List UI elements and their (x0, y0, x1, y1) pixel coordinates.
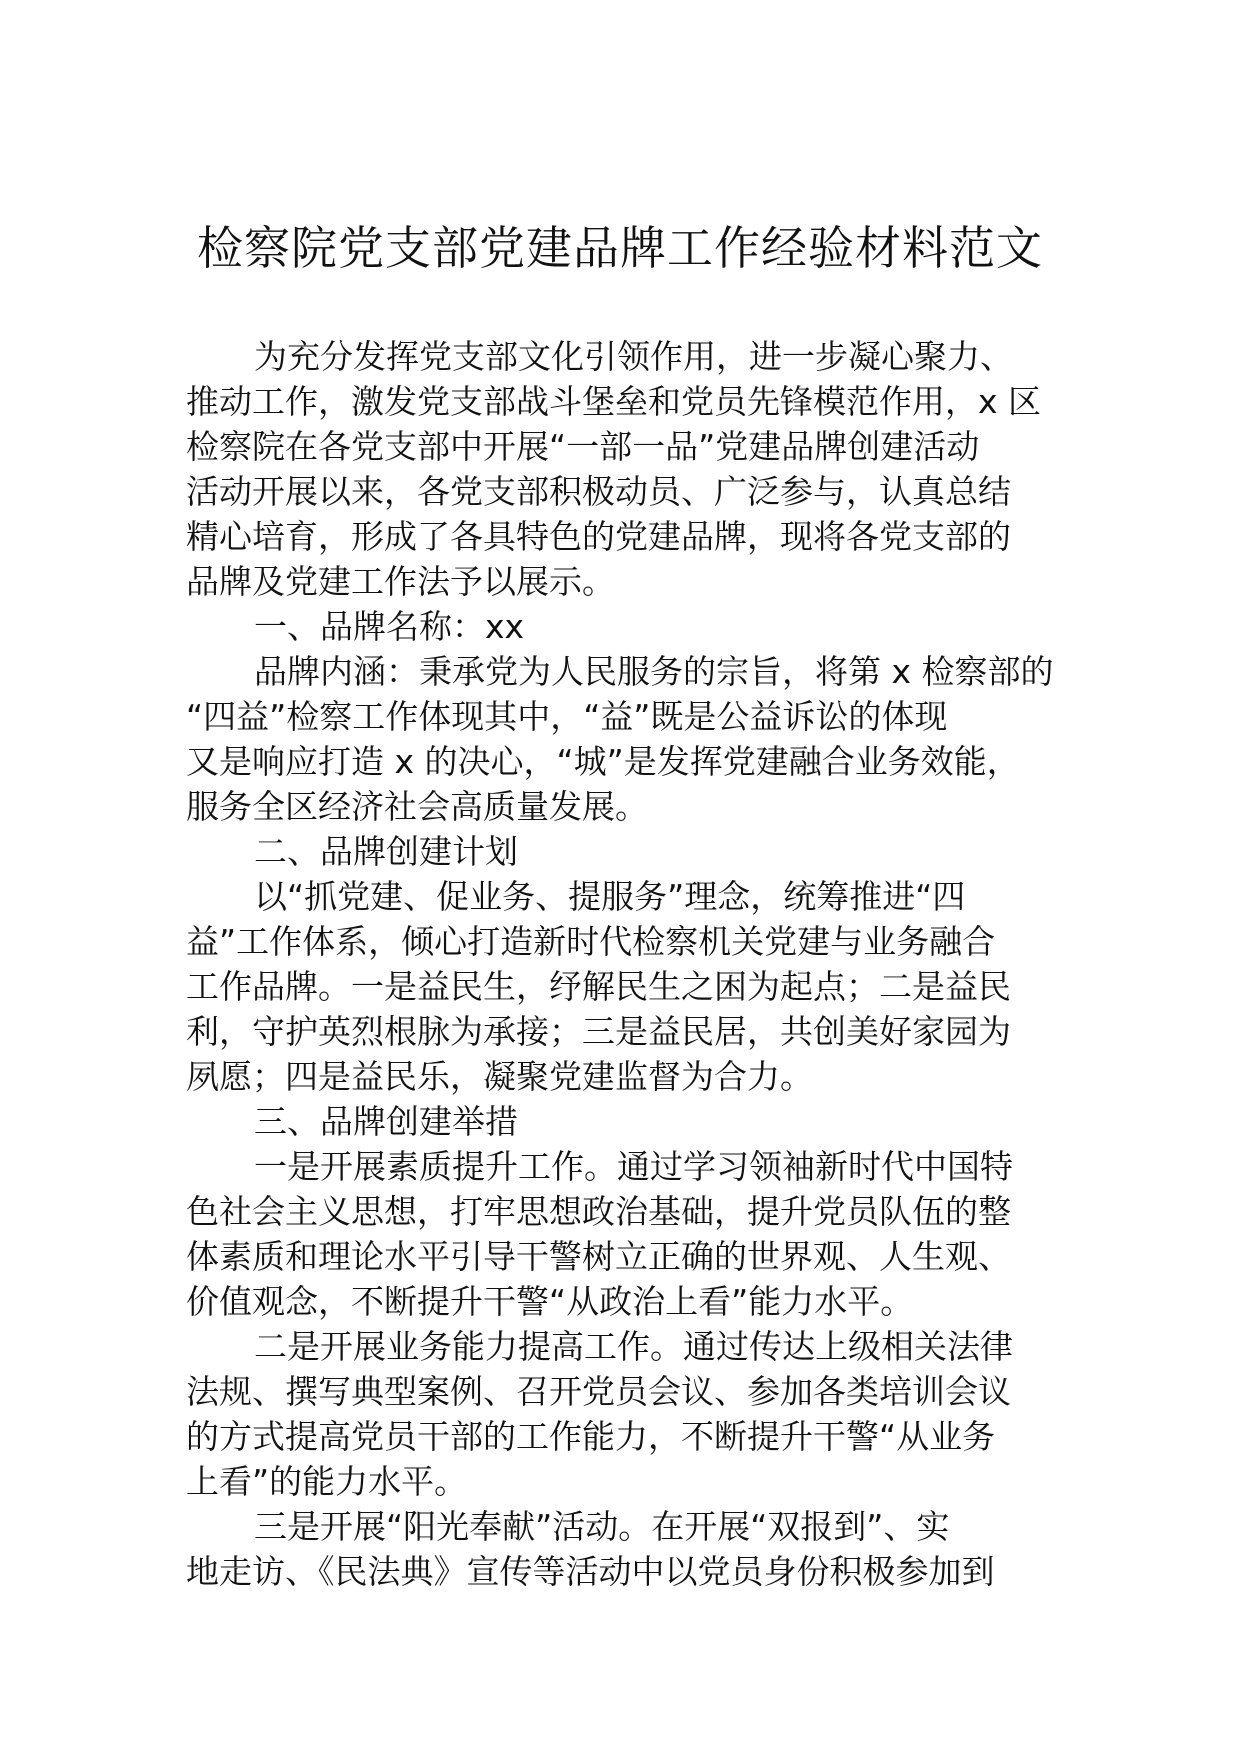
paragraph-line: 为充分发挥党支部文化引领作用，进一步凝心聚力、 (254, 337, 1013, 376)
paragraph-line: 上看”的能力水平。 (186, 1462, 468, 1501)
paragraph-line: 价值观念，不断提升干警“从政治上看”能力水平。 (186, 1282, 914, 1321)
paragraph-line: 利，守护英烈根脉为承接；三是益民居，共创美好家园为 (186, 1012, 1011, 1051)
paragraph-line: 活动开展以来，各党支部积极动员、广泛参与，认真总结 (186, 472, 1011, 511)
paragraph-line: 法规、撰写典型案例、召开党员会议、参加各类培训会议 (186, 1372, 1011, 1411)
paragraph-line: “四益”检察工作体现其中，“益”既是公益诉讼的体现 (186, 697, 948, 736)
paragraph-line: 二是开展业务能力提高工作。通过传达上级相关法律 (254, 1327, 1013, 1366)
document-body (186, 334, 1054, 1594)
paragraph-line: 三是开展“阳光奉献”活动。在开展“双报到”、实 (254, 1507, 950, 1546)
paragraph-line: 以“抓党建、促业务、提服务”理念，统筹推进“四 (254, 877, 966, 916)
paragraph-line: 工作品牌。一是益民生，纾解民生之困为起点；二是益民 (186, 967, 1011, 1006)
paragraph-line: 地走访、《民法典》宣传等活动中以党员身份积极参加到 (186, 1552, 995, 1591)
paragraph-line: 的方式提高党员干部的工作能力，不断提升干警“从业务 (186, 1417, 996, 1456)
paragraph-line: 检察院在各党支部中开展“一部一品”党建品牌创建活动 (186, 427, 980, 466)
paragraph-line: 夙愿；四是益民乐，凝聚党建监督为合力。 (186, 1057, 813, 1096)
paragraph-line: 体素质和理论水平引导干警树立正确的世界观、人生观、 (186, 1237, 1011, 1276)
section-heading: 一、品牌名称：xx (254, 607, 525, 646)
document-title: 检察院党支部党建品牌工作经验材料范文 (197, 221, 1043, 275)
paragraph-line: 推动工作，激发党支部战斗堡垒和党员先锋模范作用，x 区 (186, 382, 1042, 421)
paragraph-line: 服务全区经济社会高质量发展。 (186, 787, 648, 826)
paragraph-line: 益”工作体系，倾心打造新时代检察机关党建与业务融合 (186, 922, 996, 961)
paragraph-line: 一是开展素质提升工作。通过学习领袖新时代中国特 (254, 1147, 1013, 1186)
paragraph-line: 品牌内涵：秉承党为人民服务的宗旨，将第 x 检察部的 (254, 652, 1054, 691)
section-heading: 三、品牌创建举措 (254, 1102, 518, 1141)
paragraph-line: 精心培育，形成了各具特色的党建品牌，现将各党支部的 (186, 517, 1011, 556)
section-heading: 二、品牌创建计划 (254, 832, 518, 871)
paragraph-line: 品牌及党建工作法予以展示。 (186, 562, 615, 601)
paragraph-line: 又是响应打造 x 的决心，“城”是发挥党建融合业务效能， (186, 742, 1020, 781)
paragraph-line: 色社会主义思想，打牢思想政治基础，提升党员队伍的整 (186, 1192, 1011, 1231)
